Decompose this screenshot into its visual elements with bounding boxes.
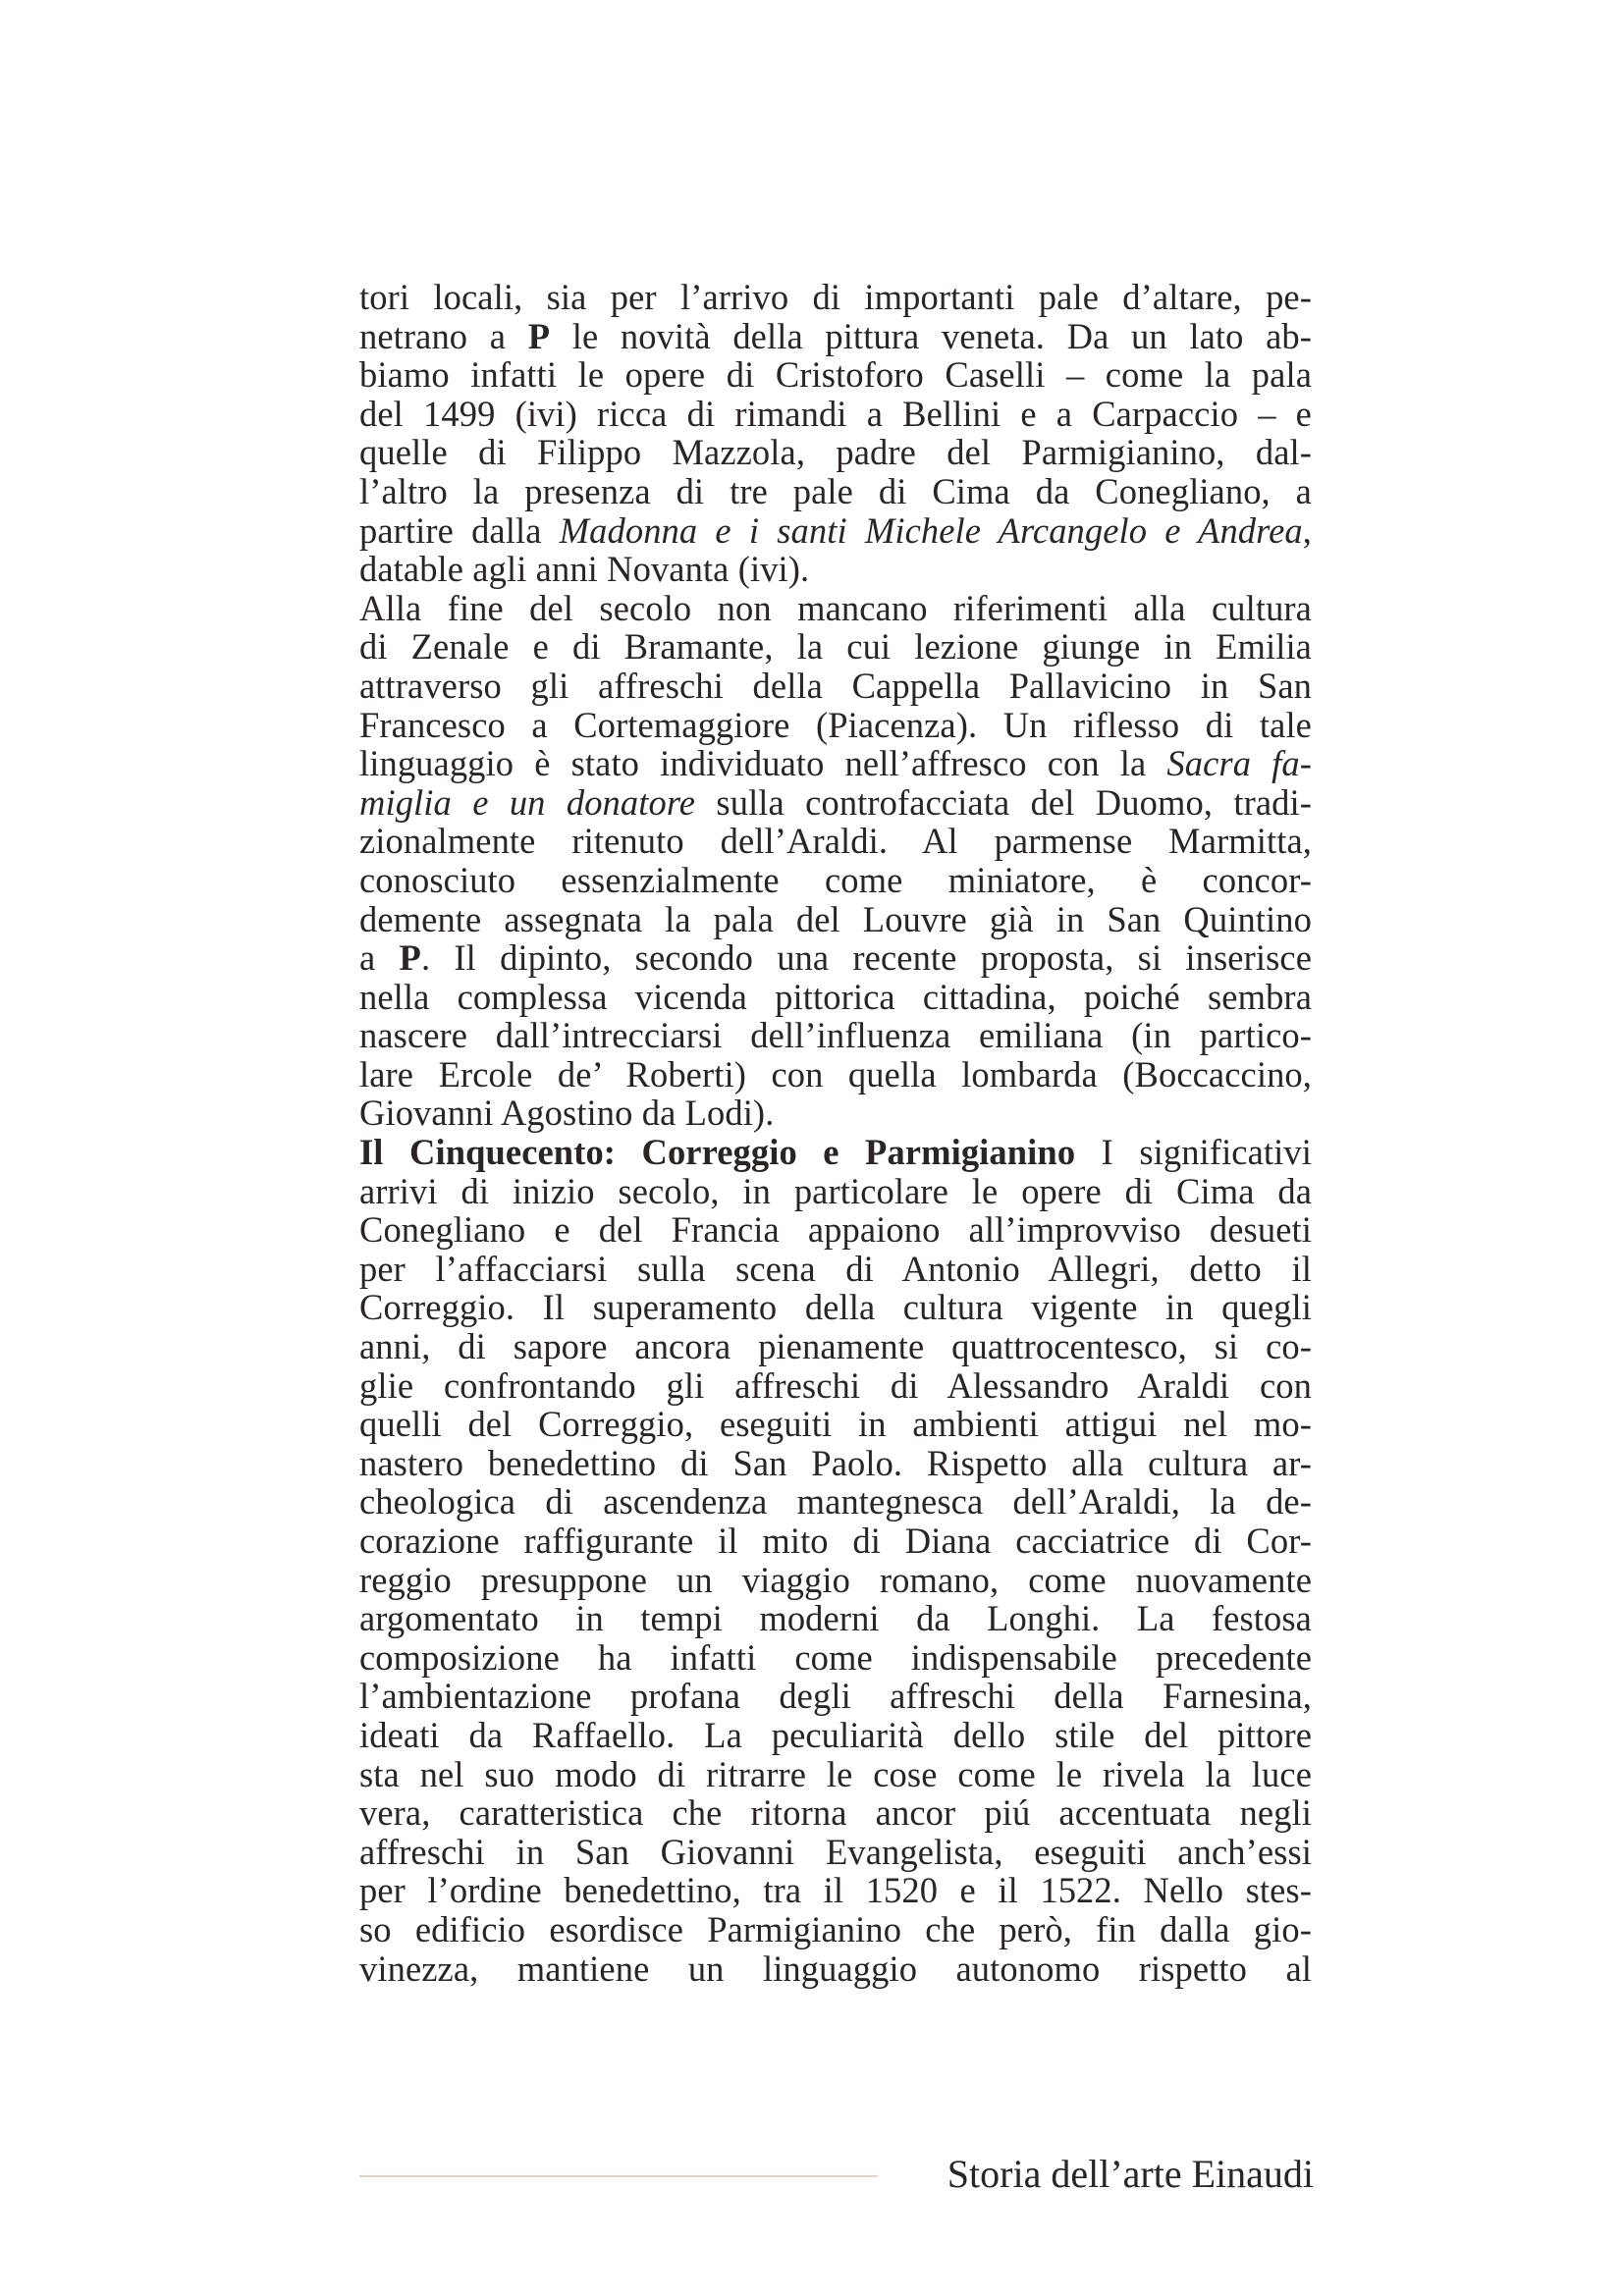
text-line: [359, 1910, 1312, 1949]
text-segment: lare Ercole de’ Roberti) con quella lombarda (Boccaccino,: [359, 1053, 1312, 1095]
text-segment: . Il dipinto, secondo una recente proposta, si inserisce: [420, 937, 1312, 979]
text-segment: ,: [1302, 509, 1312, 551]
text-line: [359, 589, 1312, 628]
italic-text: miglia e un donatore: [359, 781, 696, 823]
footer-rule: [359, 2175, 878, 2177]
text-segment: quelli del Correggio, eseguiti in ambienti attigui nel mo-: [359, 1404, 1312, 1445]
text-segment: per l’affacciarsi sulla scena di Antonio Allegri, detto il: [359, 1248, 1312, 1289]
text-segment: l’altro la presenza di tre pale di Cima da Conegliano, a: [359, 470, 1312, 511]
text-line: [359, 355, 1312, 395]
text-line: [359, 861, 1312, 900]
text-line: [359, 1133, 1312, 1172]
text-segment: Alla fine del secolo non mancano riferimenti alla cultura: [359, 587, 1312, 628]
text-line: [359, 1599, 1312, 1638]
footer-title: Storia dell’arte Einaudi: [947, 2152, 1314, 2196]
text-segment: anni, di sapore ancora pienamente quattrocentesco, si co-: [359, 1326, 1312, 1367]
text-segment: sulla controfacciata del Duomo, tradi-: [695, 781, 1312, 823]
text-line: [359, 1482, 1312, 1522]
text-segment: vera, caratteristica che ritorna ancor piú accentuata negli: [359, 1792, 1312, 1834]
text-line: [359, 1250, 1312, 1289]
text-segment: I significativi: [1075, 1132, 1312, 1173]
text-segment: nastero benedettino di San Paolo. Rispetto alla cultura ar-: [359, 1442, 1312, 1483]
text-line: [359, 1949, 1312, 1989]
text-segment: nella complessa vicenda pittorica cittadina, poiché sembra: [359, 976, 1312, 1017]
text-line: [359, 978, 1312, 1017]
text-line: [359, 511, 1312, 551]
italic-text: Madonna e i santi Michele Arcangelo e Andrea: [559, 509, 1303, 551]
text-line: [359, 550, 1312, 589]
text-line: [359, 1871, 1312, 1910]
text-segment: tori locali, sia per l’arrivo di importanti pale d’altare, pe-: [359, 277, 1312, 317]
text-line: [359, 667, 1312, 706]
bold-text: Il Cinquecento: Correggio e Parmigianino: [359, 1132, 1076, 1173]
text-segment: Correggio. Il superamento della cultura vigente in quegli: [359, 1287, 1312, 1328]
text-segment: quelle di Filippo Mazzola, padre del Parmigianino, dal-: [359, 432, 1312, 473]
text-line: [359, 1405, 1312, 1444]
text-segment: attraverso gli affreschi della Cappella Pallavicino in San: [359, 665, 1312, 706]
text-segment: reggio presuppone un viaggio romano, come nuovamente: [359, 1559, 1312, 1600]
text-segment: corazione raffigurante il mito di Diana cacciatrice di Cor-: [359, 1521, 1312, 1561]
text-segment: conosciuto essenzialmente come miniatore, è concor-: [359, 859, 1312, 900]
text-line: [359, 278, 1312, 317]
text-segment: datable agli anni Novanta (ivi).: [359, 549, 810, 590]
text-segment: a: [359, 937, 400, 979]
text-line: [359, 1444, 1312, 1483]
text-segment: Francesco a Cortemaggiore (Piacenza). Un riflesso di tale: [359, 704, 1312, 745]
text-segment: argomentato in tempi moderni da Longhi. La festosa: [359, 1598, 1312, 1639]
text-line: [359, 1755, 1312, 1794]
text-segment: biamo infatti le opere di Cristoforo Caselli – come la pala: [359, 354, 1312, 396]
text-segment: sta nel suo modo di ritrarre le cose come le rivela la luce: [359, 1753, 1312, 1794]
text-segment: composizione ha infatti come indispensabile precedente: [359, 1636, 1312, 1678]
text-line: [359, 1327, 1312, 1366]
text-segment: Conegliano e del Francia appaiono all’improvviso desueti: [359, 1209, 1312, 1251]
text-segment: so edificio esordisce Parmigianino che però, fin dalla gio-: [359, 1908, 1312, 1949]
text-line: [359, 1793, 1312, 1833]
text-line: [359, 783, 1312, 823]
text-line: [359, 900, 1312, 939]
text-segment: del 1499 (ivi) ricca di rimandi a Bellini e a Carpaccio – e: [359, 393, 1312, 434]
text-segment: demente assegnata la pala del Louvre già in San Quintino: [359, 898, 1312, 939]
text-line: [359, 627, 1312, 667]
bold-text: P: [527, 315, 551, 356]
text-line: [359, 395, 1312, 434]
text-segment: ideati da Raffaello. La peculiarità dello stile del pittore: [359, 1714, 1312, 1755]
italic-text: Sacra fa-: [1166, 743, 1312, 784]
body-text: [359, 278, 1312, 1988]
text-segment: le novità della pittura veneta. Da un lato ab-: [550, 315, 1312, 356]
text-segment: netrano a: [359, 315, 528, 356]
text-line: [359, 317, 1312, 356]
text-segment: glie confrontando gli affreschi di Alessandro Araldi con: [359, 1364, 1312, 1406]
text-line: [359, 1716, 1312, 1755]
text-line: [359, 472, 1312, 511]
text-line: [359, 706, 1312, 745]
text-line: [359, 1210, 1312, 1250]
text-line: [359, 1561, 1312, 1600]
text-segment: zionalmente ritenuto dell’Araldi. Al parmense Marmitta,: [359, 821, 1312, 862]
text-line: [359, 1366, 1312, 1406]
text-segment: l’ambientazione profana degli affreschi della Farnesina,: [359, 1676, 1312, 1717]
text-line: [359, 433, 1312, 472]
text-line: [359, 938, 1312, 978]
text-line: [359, 1677, 1312, 1716]
text-line: [359, 1522, 1312, 1561]
text-segment: partire dalla: [359, 509, 560, 551]
text-segment: arrivi di inizio secolo, in particolare le opere di Cima da: [359, 1170, 1312, 1211]
text-segment: cheologica di ascendenza mantegnesca dell’Araldi, la de-: [359, 1481, 1312, 1522]
text-segment: vinezza, mantiene un linguaggio autonomo rispetto al: [359, 1948, 1312, 1989]
text-line: [359, 1055, 1312, 1095]
text-line: [359, 1172, 1312, 1211]
text-line: [359, 1016, 1312, 1055]
text-line: [359, 1288, 1312, 1327]
text-segment: linguaggio è stato individuato nell’affresco con la: [359, 743, 1167, 784]
text-segment: Giovanni Agostino da Lodi).: [359, 1093, 775, 1134]
text-line: [359, 822, 1312, 861]
bold-text: P: [399, 937, 421, 979]
text-segment: nascere dall’intrecciarsi dell’influenza emiliana (in partico-: [359, 1015, 1312, 1056]
text-line: [359, 1638, 1312, 1678]
text-segment: affreschi in San Giovanni Evangelista, eseguiti anch’essi: [359, 1831, 1312, 1872]
text-segment: di Zenale e di Bramante, la cui lezione giunge in Emilia: [359, 626, 1312, 667]
text-line: [359, 744, 1312, 783]
text-line: [359, 1094, 1312, 1133]
text-segment: per l’ordine benedettino, tra il 1520 e il 1522. Nello stes-: [359, 1870, 1312, 1911]
text-line: [359, 1833, 1312, 1872]
